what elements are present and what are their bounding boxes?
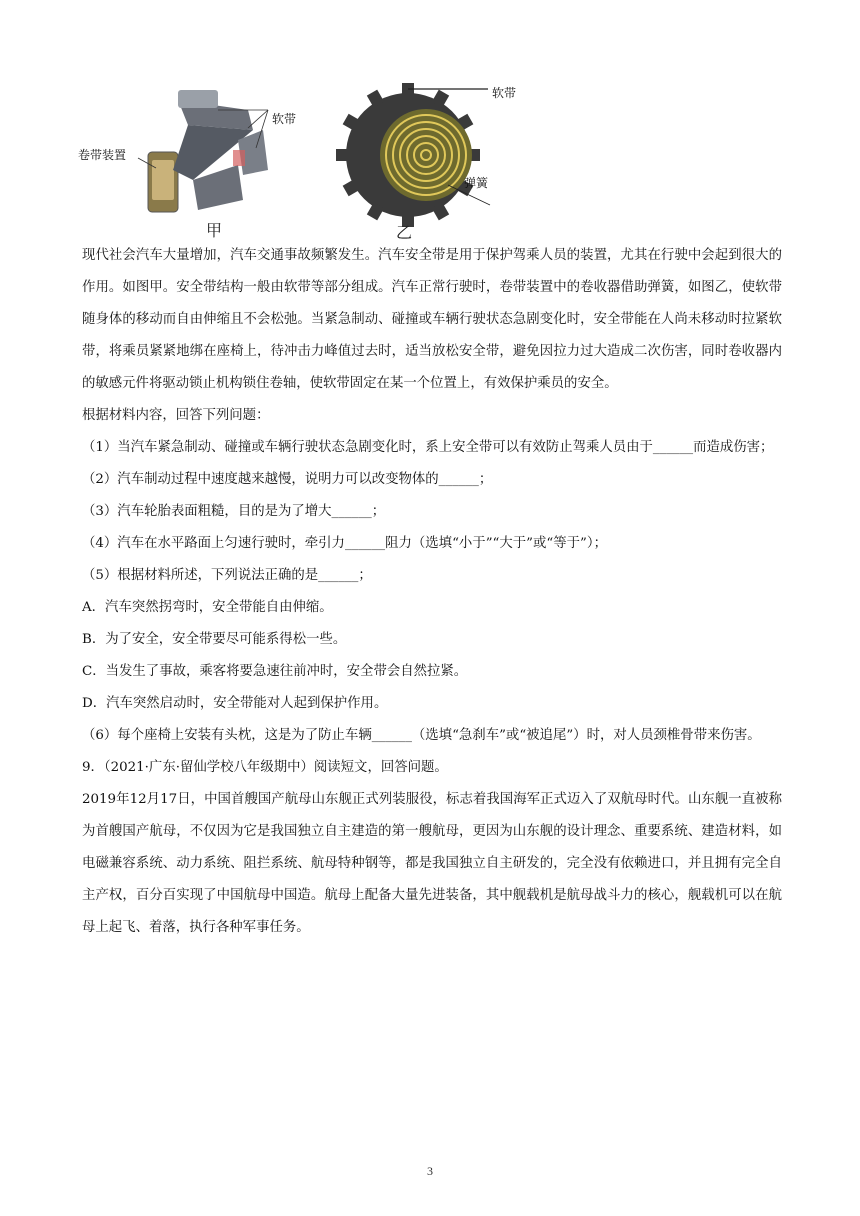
- question-1: （1）当汽车紧急制动、碰撞或车辆行驶状态急剧变化时，系上安全带可以有效防止驾乘人员由于______而造成伤害；: [82, 440, 774, 455]
- figure-caption-jia: 甲: [206, 221, 223, 240]
- question-8-body: [82, 240, 782, 944]
- option-b: B．为了安全，安全带要尽可能系得松一些。: [82, 632, 347, 647]
- spring-label: 弹簧: [464, 176, 489, 190]
- question-3: （3）汽车轮胎表面粗糙，目的是为了增大______；: [82, 504, 386, 519]
- problem-9-passage: 2019年12月17日，中国首艘国产航母山东舰正式列装服役，标志着我国海军正式迈入了双航母时代。山东舰一直被称为首艘国产航母，不仅因为它是我国独立自主建造的第一艘航母，更因为山东舰的设计理念、重要系统、建造材料，如电磁兼容系统、动力系统、阻拦系统、航母特种钢等，都是我国独立自主研发的，完全没有依赖进口，并且拥有完全自主产权，百分百实现了中国航母中国造。航母上配备大量先进装备，其中舰载机是航母战斗力的核心，舰载机可以在航母上起飞、着落，执行各种军事任务。: [82, 792, 782, 935]
- question-4: （4）汽车在水平路面上匀速行驶时，牵引力______阻力（选填“小于”“大于”或“等于”）；: [82, 536, 607, 551]
- option-a: A．汽车突然拐弯时，安全带能自由伸缩。: [82, 600, 333, 615]
- question-5: （5）根据材料所述，下列说法正确的是______；: [82, 568, 372, 583]
- seatbelt-figure: [78, 70, 518, 240]
- seatbelt-image: [138, 90, 268, 212]
- page-number: 3: [427, 1164, 433, 1178]
- webbing-label-left: 软带: [272, 112, 297, 126]
- question-2: （2）汽车制动过程中速度越来越慢，说明力可以改变物体的______；: [82, 472, 493, 487]
- seatbelt-illustration: [78, 70, 518, 240]
- retractor-image: [336, 83, 490, 227]
- option-c: C．当发生了事故，乘客将要急速往前冲时，安全带会自然拉紧。: [82, 664, 468, 679]
- passage-paragraph: 现代社会汽车大量增加，汽车交通事故频繁发生。汽车安全带是用于保护驾乘人员的装置，尤其在行驶中会起到很大的作用。如图甲。安全带结构一般由软带等部分组成。汽车正常行驶时，卷带装置中的卷收器借助弹簧，如图乙，使软带随身体的移动而自由伸缩且不会松弛。当紧急制动、碰撞或车辆行驶状态急剧变化时，安全带能在人尚未移动时拉紧软带，将乘员紧紧地绑在座椅上，待冲击力峰值过去时，适当放松安全带，避免因拉力过大造成二次伤害，同时卷收器内的敏感元件将驱动锁止机构锁住卷轴，使软带固定在某一个位置上，有效保护乘员的安全。: [82, 248, 782, 391]
- instruction-text: 根据材料内容，回答下列问题：: [82, 408, 270, 423]
- webbing-label-right: 软带: [492, 86, 517, 100]
- figure-caption-yi: 乙: [396, 223, 413, 242]
- problem-9-header: 9．（2021·广东·留仙学校八年级期中）阅读短文，回答问题。: [82, 760, 448, 775]
- roll-device-label: 卷带装置: [78, 148, 127, 162]
- question-6: （6）每个座椅上安装有头枕，这是为了防止车辆______（选填“急刹车”或“被追尾”）时，对人员颈椎骨带来伤害。: [82, 728, 761, 743]
- option-d: D．汽车突然启动时，安全带能对人起到保护作用。: [82, 696, 388, 711]
